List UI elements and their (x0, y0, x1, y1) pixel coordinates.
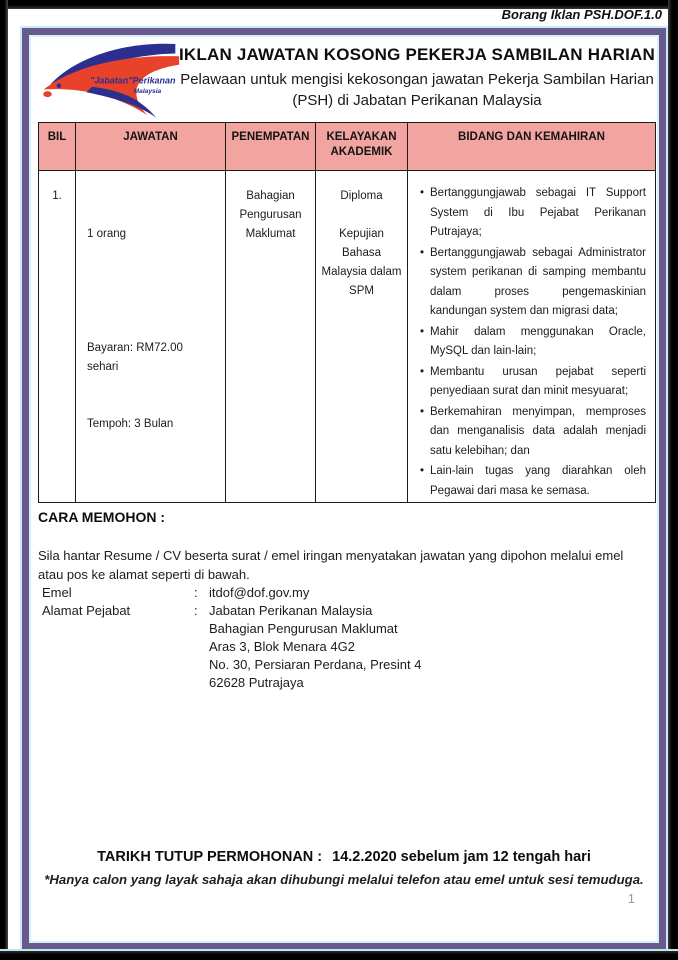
col-header-kelayakan: KELAYAKAN AKADEMIK (316, 123, 408, 171)
photo-edge-left (0, 0, 8, 960)
spacer (87, 282, 217, 301)
closing-date-label: TARIKH TUTUP PERMOHONAN : (97, 849, 323, 865)
bullet-icon: • (419, 325, 425, 338)
photo-edge-bottom (0, 949, 678, 960)
bullet-icon: • (419, 365, 425, 378)
closing-date-value: 14.2.2020 sebelum jam 12 tengah hari (332, 849, 591, 865)
kelayakan-diploma: Diploma (340, 190, 383, 202)
bidang-item (414, 363, 646, 402)
bullet-icon: • (419, 465, 425, 477)
document-border-frame (22, 28, 666, 950)
page-number: 1 (627, 891, 635, 906)
bidang-text: Mahir dalam menggunakan Oracle, MySQL dan lain-lain; (430, 325, 646, 357)
colon: : (194, 603, 198, 618)
page-title: IKLAN JAWATAN KOSONG PEKERJA SAMBILAN HARIAN (179, 45, 656, 64)
cell-kelayakan (316, 171, 408, 503)
header-title-block (179, 44, 655, 111)
colon: : (194, 585, 198, 600)
photo-edge-right (668, 0, 678, 960)
footnote: *Hanya calon yang layak sahaja akan dihubungi melalui telefon atau emel untuk sesi temuduga. (44, 872, 644, 887)
email-label: Emel (42, 585, 72, 600)
bidang-text: Bertanggungjawab sebagai Administrator system perikanan di samping membantu dalam proses pengemaskinian kandungan system dan migrasi data; (430, 246, 646, 317)
fish-logo-icon (39, 40, 181, 118)
col-header-penempatan: PENEMPATAN (226, 123, 316, 171)
application-instructions: Sila hantar Resume / CV beserta surat / emel iringan menyatakan jawatan yang dipohon melalui emel atau pos ke alamat seperti di bawah. (38, 548, 624, 582)
address-line: 62628 Putrajaya (209, 675, 304, 690)
bullet-icon: • (419, 405, 425, 418)
email-value: itdof@dof.gov.my (209, 585, 310, 600)
col-header-bidang: BIDANG DAN KEMAHIRAN (408, 123, 656, 171)
bidang-text: Bertanggungjawab sebagai IT Support System di Ibu Pejabat Perikanan Putrajaya; (430, 187, 646, 238)
bullet-icon: • (419, 246, 425, 259)
jawatan-pay: Bayaran: RM72.00 sehari (87, 342, 190, 373)
spacer (320, 206, 403, 225)
col-header-bil: BIL (39, 123, 76, 171)
address-line: Bahagian Pengurusan Maklumat (209, 621, 398, 636)
form-reference: Borang Iklan PSH.DOF.1.0 (501, 7, 662, 22)
logo-text-line2: Malaysia (133, 88, 162, 96)
cara-memohon-heading: CARA MEMOHON : (38, 509, 166, 525)
bidang-item (414, 184, 646, 243)
jawatan-count: 1 orang (87, 228, 127, 240)
contact-block (38, 584, 650, 692)
page-subtitle (179, 69, 655, 111)
bidang-text: Membantu urusan pejabat seperti penyediaan surat dan minit mesyuarat; (430, 365, 646, 397)
cell-bidang (408, 171, 656, 503)
jawatan-duration: Tempoh: 3 Bulan (87, 418, 174, 430)
address-line: Jabatan Perikanan Malaysia (209, 603, 373, 618)
address-line: Aras 3, Blok Menara 4G2 (209, 639, 355, 654)
logo-text-line1: "Jabatan"Perikanan (90, 75, 176, 86)
cell-bil: 1. (39, 171, 76, 503)
subtitle-line-2: (PSH) di Jabatan Perikanan Malaysia (292, 92, 542, 109)
bidang-item (414, 462, 646, 501)
cell-jawatan (76, 171, 226, 503)
email-row (38, 584, 650, 602)
bidang-text: Lain-lain tugas yang diarahkan oleh Pegawai dari masa ke semasa. (430, 465, 646, 497)
office-address-row (38, 602, 650, 620)
bullet-icon: • (419, 187, 425, 199)
kelayakan-spm: Kepujian Bahasa Malaysia dalam SPM (321, 228, 402, 297)
vacancy-table (38, 122, 656, 503)
bidang-item (414, 323, 646, 362)
table-header-row (39, 123, 656, 171)
address-label: Alamat Pejabat (42, 603, 131, 618)
bidang-item (414, 244, 646, 322)
address-line: No. 30, Persiaran Perdana, Presint 4 (209, 657, 422, 672)
jabatan-perikanan-logo (39, 40, 181, 118)
subtitle-line-1: Pelawaan untuk mengisi kekosongan jawatan Pekerja Sambilan Harian (180, 71, 654, 88)
cell-penempatan: Bahagian Pengurusan Maklumat (226, 171, 316, 503)
bidang-item (414, 403, 646, 462)
bidang-text: Berkemahiran menyimpan, memproses dan menganalisis data adalah menjadi satu kelebihan; dan (430, 405, 646, 457)
table-row (39, 171, 656, 503)
closing-date-line (29, 849, 659, 865)
col-header-jawatan: JAWATAN (76, 123, 226, 171)
